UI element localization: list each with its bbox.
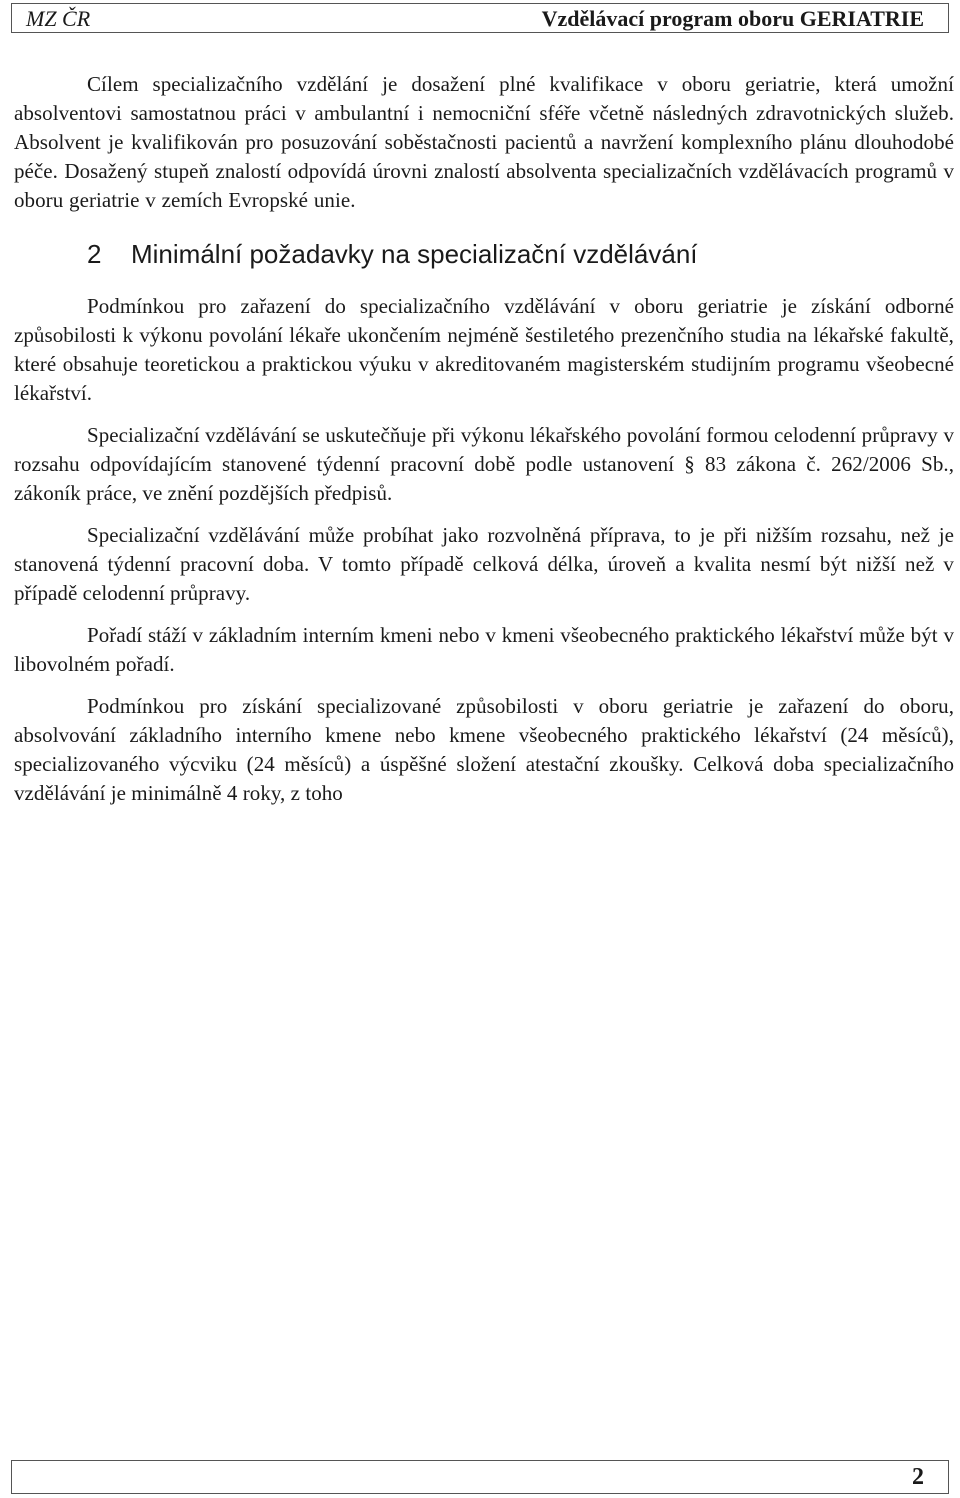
header-ministry: MZ ČR (26, 6, 91, 31)
section-title: Minimální požadavky na specializační vzdělávání (131, 239, 698, 269)
page-footer (11, 1460, 949, 1494)
section-heading (14, 237, 954, 271)
paragraph-requirements: Podmínkou pro získání specializované způsobilosti v oboru geriatrie je zařazení do oboru, absolvování základního interního kmene nebo kmene všeobecného praktického lékařství (24 měsíců), specializovaného výcviku (24 měsíců) a úspěšné složení atestační zkoušky. Celková doba specializačního vzdělávání je minimálně 4 roky, z toho (14, 694, 954, 805)
page-number: 2 (912, 1464, 924, 1490)
paragraph-admission: Podmínkou pro zařazení do specializačního vzdělávání v oboru geriatrie je získání odborné způsobilosti k výkonu povolání lékaře ukončením nejméně šestiletého prezenčního studia na lékařské fakultě, které obsahuje teoretickou a praktickou výuku v akreditovaném magisterském studijním programu všeobecné lékařství. (14, 294, 954, 405)
section-number: 2 (87, 239, 102, 269)
page-header (11, 3, 949, 33)
document-body (14, 70, 954, 821)
paragraph-full-time: Specializační vzdělávání se uskutečňuje při výkonu lékařského povolání formou celodenní průpravy v rozsahu odpovídajícím stanovené týdenní pracovní době podle ustanovení § 83 zákona č. 262/2006 Sb., zákoník práce, ve znění pozdějších předpisů. (14, 423, 954, 505)
header-document-title: Vzdělávací program oboru GERIATRIE (541, 6, 924, 31)
paragraph-part-time: Specializační vzdělávání může probíhat jako rozvolněná příprava, to je při nižším rozsahu, než je stanovená týdenní pracovní doba. V tomto případě celková délka, úroveň a kvalita nesmí být nižší než v případě celodenní průpravy. (14, 523, 954, 605)
paragraph-order: Pořadí stáží v základním interním kmeni nebo v kmeni všeobecného praktického lékařství může být v libovolném pořadí. (14, 623, 954, 676)
intro-paragraph: Cílem specializačního vzdělání je dosažení plné kvalifikace v oboru geriatrie, která umožní absolventovi samostatnou práci v ambulantní i nemocniční sféře včetně následných zdravotnických služeb. Absolvent je kvalifikován pro posuzování soběstačnosti pacientů a navržení komplexního plánu dlouhodobé péče. Dosažený stupeň znalostí odpovídá úrovni znalostí absolventa specializačních vzdělávacích programů v oboru geriatrie v zemích Evropské unie. (14, 72, 954, 212)
